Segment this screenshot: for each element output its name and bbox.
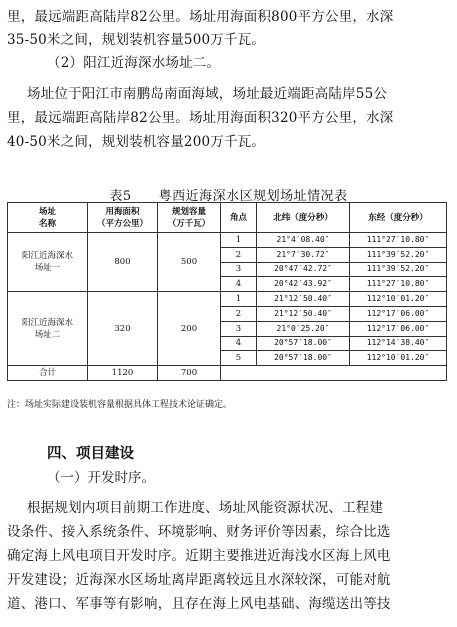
table-header-row xyxy=(8,203,447,233)
area-cell: 320 xyxy=(88,292,158,366)
header-site: 场址 名称 xyxy=(8,203,88,233)
corner-cell: 5 xyxy=(221,351,257,366)
latitude-cell: 20°57′18.00″ xyxy=(257,336,350,351)
paragraph-line: 40-50米之间，规划装机容量200万千瓦。 xyxy=(7,134,266,150)
corner-cell: 2 xyxy=(221,306,257,321)
longitude-cell: 111°39′52.20″ xyxy=(350,247,447,262)
capacity-cell: 500 xyxy=(158,233,221,292)
paragraph-line: 35-50米之间，规划装机容量500万千瓦。 xyxy=(7,32,266,48)
latitude-cell: 21°12′50.40″ xyxy=(257,292,350,307)
corner-cell: 1 xyxy=(221,292,257,307)
header-corner: 角点 xyxy=(221,203,257,233)
total-label: 合计 xyxy=(8,366,88,381)
longitude-cell: 112°17′06.00″ xyxy=(350,306,447,321)
latitude-cell: 21°0′25.20″ xyxy=(257,321,350,336)
longitude-cell: 111°27′10.80″ xyxy=(350,233,447,248)
table-row xyxy=(8,233,447,248)
paragraph-line: 根据规划内项目前期工作进度、场址风能资源状况、工程建 xyxy=(27,500,384,516)
paragraph-line: 里，最远端距高陆岸82公里。场址用海面积800平方公里，水深 xyxy=(7,9,394,25)
latitude-cell: 20°42′43.92″ xyxy=(257,277,350,292)
latitude-cell: 20°57′18.00″ xyxy=(257,351,350,366)
table-caption: 表5 粤西近海深水区规划场址情况表 xyxy=(109,189,348,204)
header-longitude: 东经（度分秒） xyxy=(350,203,447,233)
longitude-cell: 112°10′01.20″ xyxy=(350,292,447,307)
total-row xyxy=(8,366,447,381)
capacity-cell: 200 xyxy=(158,292,221,366)
longitude-cell: 112°17′06.00″ xyxy=(350,321,447,336)
paragraph-line: 里，最远端距高陆岸82公里。场址用海面积320平方公里，水深 xyxy=(7,110,394,126)
table-note: 注：场址实际建设装机容量根据具体工程技术论证确定。 xyxy=(7,400,233,410)
header-latitude: 北纬（度分秒） xyxy=(257,203,350,233)
corner-cell: 4 xyxy=(221,277,257,292)
longitude-cell: 111°27′10.80″ xyxy=(350,277,447,292)
latitude-cell: 21°7′30.72″ xyxy=(257,247,350,262)
paragraph-line: 设条件、接入系统条件、环境影响、财务评价等因素，综合比选 xyxy=(7,524,391,540)
header-capacity: 规划容量 （万千瓦） xyxy=(158,203,221,233)
longitude-cell: 112°14′38.40″ xyxy=(350,336,447,351)
subsection-heading: （一）开发时序。 xyxy=(47,470,155,486)
latitude-cell: 20°47′42.72″ xyxy=(257,262,350,277)
paragraph-line: 确定海上风电项目开发时序。近期主要推进近海浅水区海上风电 xyxy=(7,548,391,564)
header-area: 用海面积 （平方公里） xyxy=(88,203,158,233)
corner-cell: 3 xyxy=(221,262,257,277)
corner-cell: 2 xyxy=(221,247,257,262)
latitude-cell: 21°12′50.40″ xyxy=(257,306,350,321)
site-table xyxy=(7,202,447,381)
site-two-heading: （2）阳江近海深水场址二。 xyxy=(47,55,221,71)
paragraph-line: 场址位于阳江市南鹏岛南面海域，场址最近端距高陆岸55公 xyxy=(27,86,388,102)
paragraph-line: 开发建设；近海深水区场址离岸距离较远且水深较深，可能对航 xyxy=(7,572,391,588)
paragraph-line: 道、港口、军事等有影响，且存在海上风电基础、海缆送出等技 xyxy=(7,596,391,612)
section-heading: 四、项目建设 xyxy=(47,446,134,462)
longitude-cell: 111°39′52.20″ xyxy=(350,262,447,277)
site-name-cell: 阳江近海深水 场址二 xyxy=(8,292,88,366)
latitude-cell: 21°4′08.40″ xyxy=(257,233,350,248)
corner-cell: 1 xyxy=(221,233,257,248)
table-row xyxy=(8,292,447,307)
corner-cell: 4 xyxy=(221,336,257,351)
total-empty-cell xyxy=(221,366,447,381)
total-area: 1120 xyxy=(88,366,158,381)
total-capacity: 700 xyxy=(158,366,221,381)
longitude-cell: 112°10′01.20″ xyxy=(350,351,447,366)
corner-cell: 3 xyxy=(221,321,257,336)
area-cell: 800 xyxy=(88,233,158,292)
site-name-cell: 阳江近海深水 场址一 xyxy=(8,233,88,292)
